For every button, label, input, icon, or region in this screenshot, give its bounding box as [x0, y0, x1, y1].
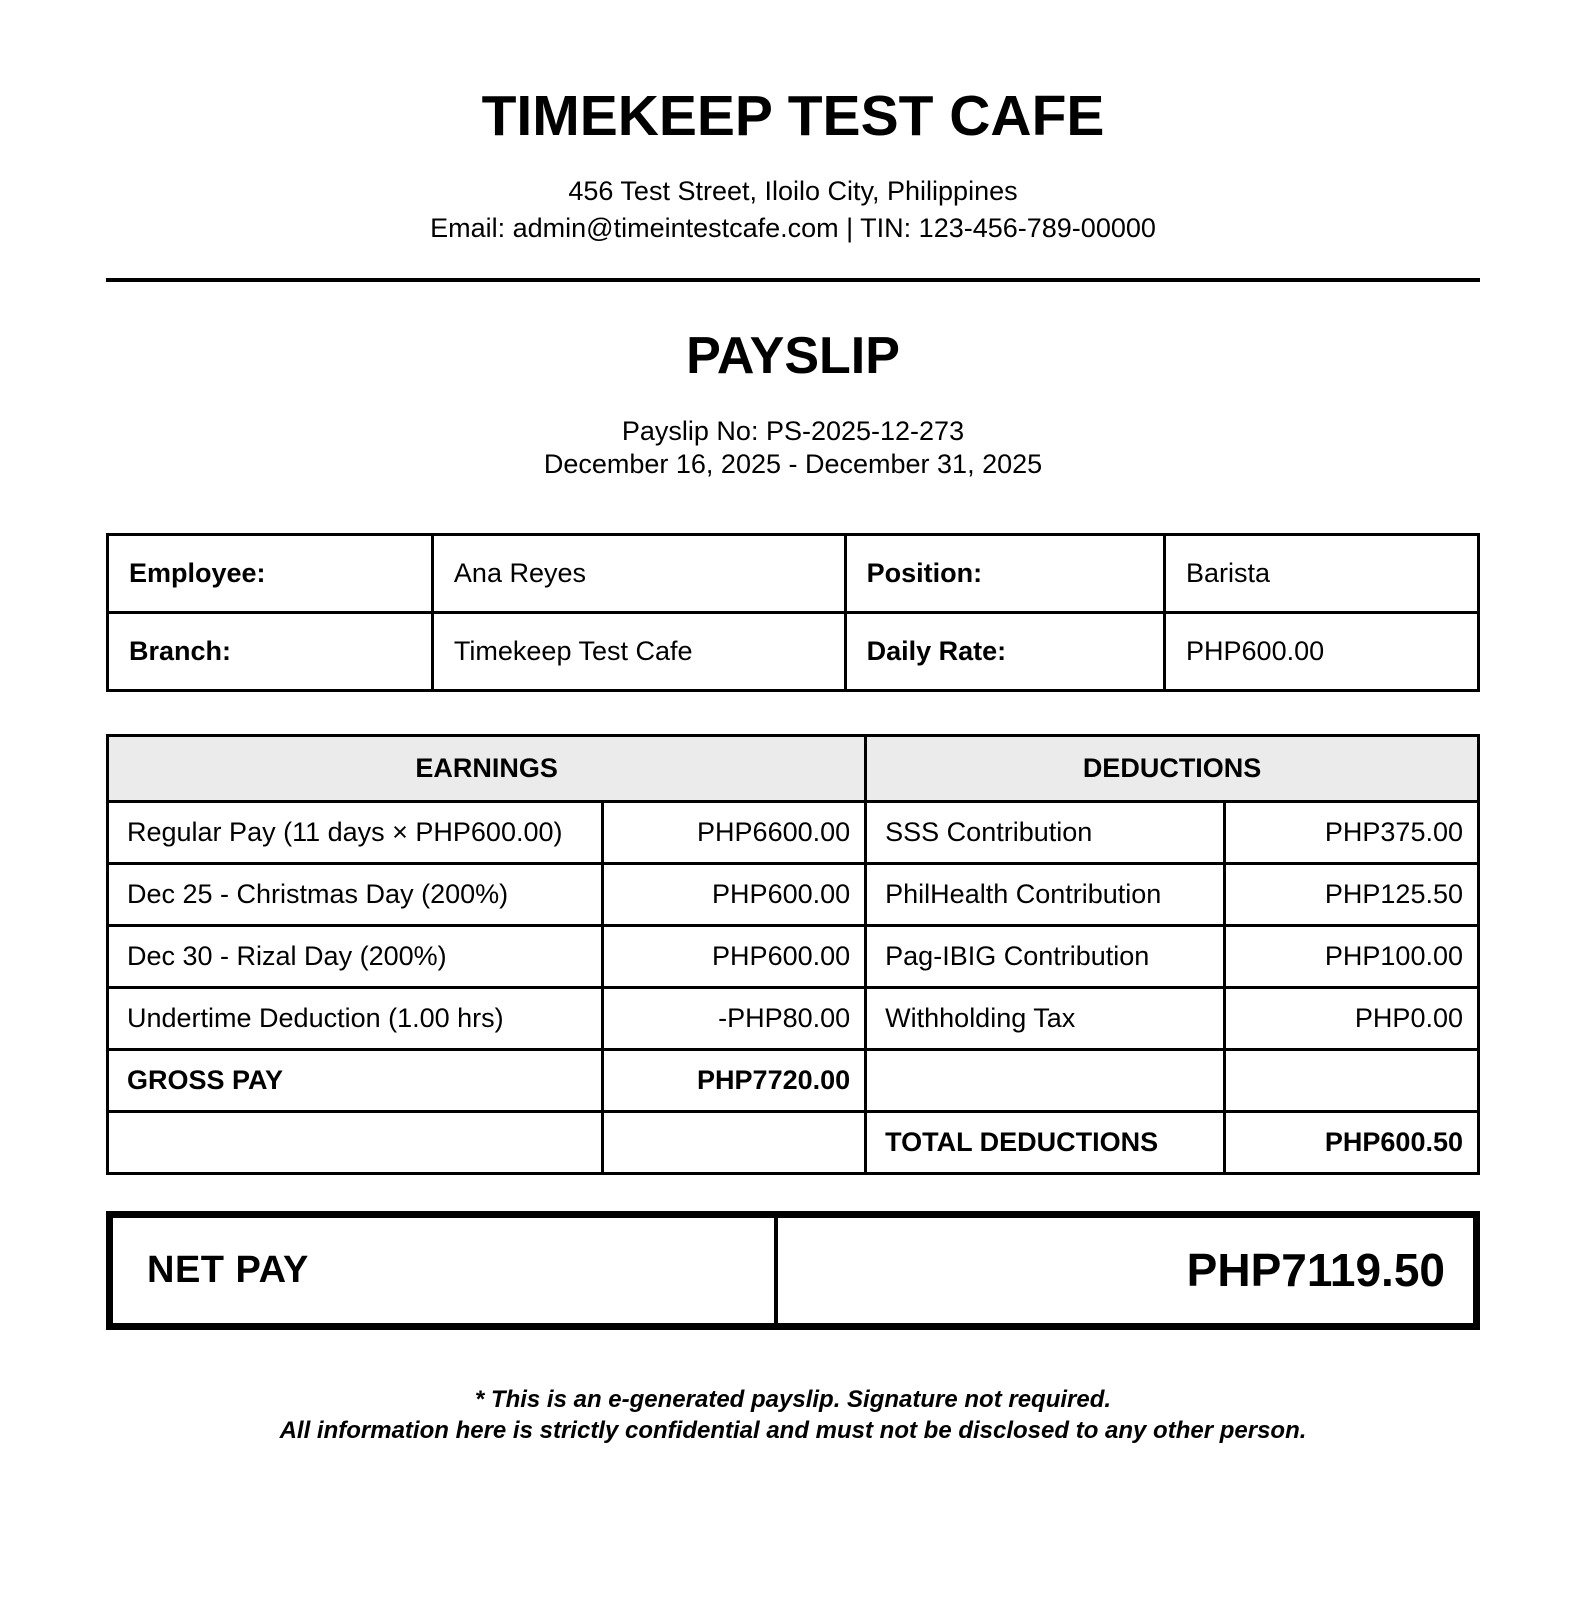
earning-desc: Regular Pay (11 days × PHP600.00)	[108, 801, 603, 863]
total-deductions-row	[108, 1111, 1479, 1173]
payslip-period: December 16, 2025 - December 31, 2025	[543, 448, 1043, 479]
company-address: 456 Test Street, Iloilo City, Philippines	[568, 175, 1018, 206]
empty-cell	[866, 1049, 1225, 1111]
header-divider	[106, 278, 1480, 282]
footer-note-line1: * This is an e-generated payslip. Signature not required.	[474, 1385, 1112, 1413]
deduction-amount: PHP100.00	[1225, 925, 1479, 987]
company-name: TIMEKEEP TEST CAFE	[481, 84, 1105, 148]
employee-info-table	[106, 533, 1480, 692]
deductions-header: DEDUCTIONS	[866, 735, 1479, 801]
footer-note-line2: All information here is strictly confidential and must not be disclosed to any other person.	[279, 1416, 1307, 1444]
gross-pay-row	[108, 1049, 1479, 1111]
company-contact: Email: admin@timeintestcafe.com | TIN: 123-456-789-00000	[430, 212, 1156, 243]
position-value: Barista	[1165, 534, 1479, 612]
employee-info-row	[108, 612, 1479, 690]
net-pay-box	[106, 1211, 1480, 1330]
earning-amount: PHP600.00	[602, 925, 865, 987]
earnings-deductions-table	[106, 734, 1480, 1175]
empty-cell	[602, 1111, 865, 1173]
net-pay-label: NET PAY	[147, 1248, 309, 1291]
deduction-amount: PHP375.00	[1225, 801, 1479, 863]
empty-cell	[108, 1111, 603, 1173]
deduction-amount: PHP125.50	[1225, 863, 1479, 925]
daily-rate-label: Daily Rate:	[845, 612, 1164, 690]
employee-info-row	[108, 534, 1479, 612]
deduction-amount: PHP0.00	[1225, 987, 1479, 1049]
deduction-desc: SSS Contribution	[866, 801, 1225, 863]
deduction-desc: Pag-IBIG Contribution	[866, 925, 1225, 987]
employee-label: Employee:	[108, 534, 433, 612]
table-row	[108, 987, 1479, 1049]
table-row	[108, 863, 1479, 925]
earning-amount: -PHP80.00	[602, 987, 865, 1049]
gross-pay-amount: PHP7720.00	[602, 1049, 865, 1111]
table-row	[108, 925, 1479, 987]
payslip-number: Payslip No: PS-2025-12-273	[621, 415, 965, 446]
empty-cell	[1225, 1049, 1479, 1111]
earning-amount: PHP600.00	[602, 863, 865, 925]
branch-label: Branch:	[108, 612, 433, 690]
branch-value: Timekeep Test Cafe	[432, 612, 845, 690]
employee-name-value: Ana Reyes	[432, 534, 845, 612]
footer-notes	[106, 1384, 1480, 1446]
earning-desc: Dec 30 - Rizal Day (200%)	[108, 925, 603, 987]
net-pay-label-cell	[113, 1218, 778, 1323]
position-label: Position:	[845, 534, 1164, 612]
payslip-page	[106, 0, 1480, 1446]
section-header-row	[108, 735, 1479, 801]
gross-pay-label: GROSS PAY	[108, 1049, 603, 1111]
daily-rate-value: PHP600.00	[1165, 612, 1479, 690]
earning-amount: PHP6600.00	[602, 801, 865, 863]
deduction-desc: PhilHealth Contribution	[866, 863, 1225, 925]
total-deductions-label: TOTAL DEDUCTIONS	[866, 1111, 1225, 1173]
table-row	[108, 801, 1479, 863]
earning-desc: Dec 25 - Christmas Day (200%)	[108, 863, 603, 925]
deduction-desc: Withholding Tax	[866, 987, 1225, 1049]
earning-desc: Undertime Deduction (1.00 hrs)	[108, 987, 603, 1049]
total-deductions-amount: PHP600.50	[1225, 1111, 1479, 1173]
payslip-meta	[106, 415, 1480, 481]
net-pay-amount-cell	[778, 1218, 1473, 1323]
earnings-header: EARNINGS	[108, 735, 866, 801]
net-pay-amount: PHP7119.50	[1186, 1244, 1445, 1297]
payslip-title: PAYSLIP	[686, 326, 900, 385]
